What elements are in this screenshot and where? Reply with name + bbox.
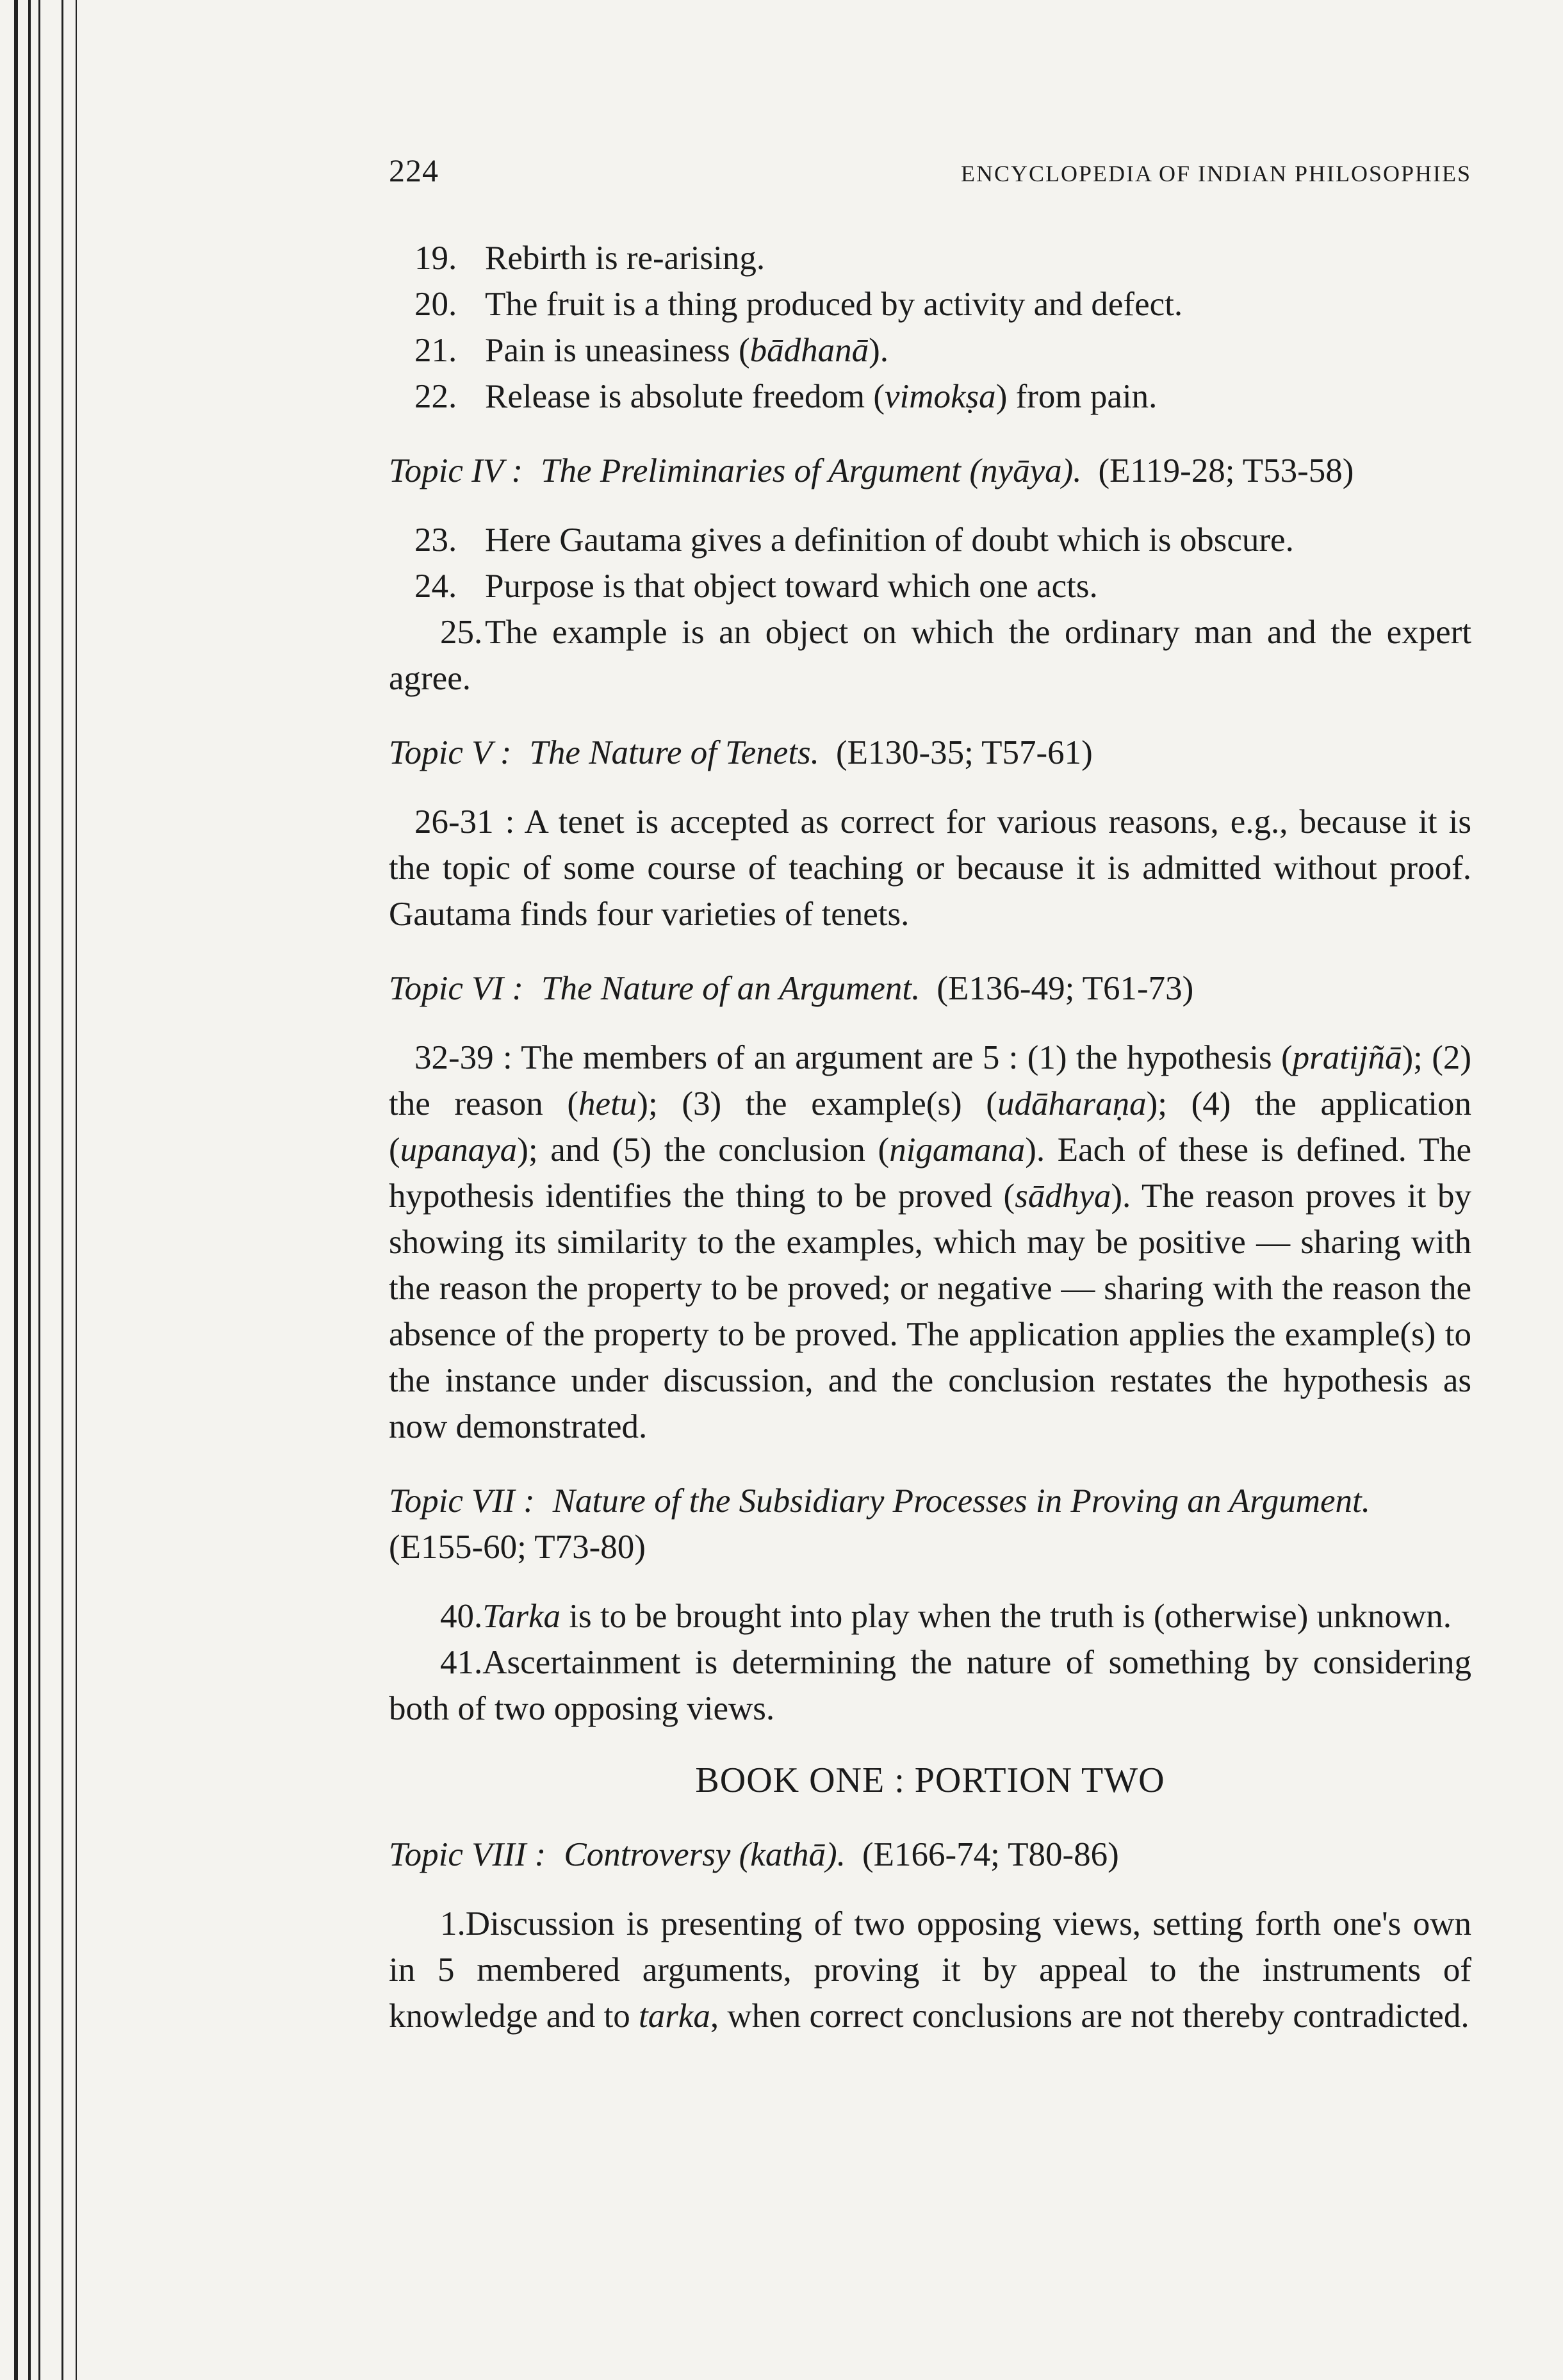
running-title: ENCYCLOPEDIA OF INDIAN PHILOSOPHIES	[960, 161, 1471, 186]
paragraph-41: 41.Ascertainment is determining the nature of something by considering both of two opposing views.	[389, 1644, 1471, 1727]
book-section-heading: BOOK ONE : PORTION TWO	[695, 1760, 1165, 1800]
paragraph-32-39: 32-39 : The members of an argument are 5 : (1) the hypothesis (pratijñā); (2) the reason (hetu); (3) the example(s) (udāharaṇa); (4) the application (upanaya); and (5) the conclusion (nigamana). Each of these is defined. The hypothesis identifies the thing to be proved (sādhya). The reason proves it by showing its similarity to the examples, which may be positive — sharing with the reason the property to be proved; or negative — sharing with the reason the absence of the property to be proved. The application applies the example(s) to the instance under discussion, and the conclusion restates the hypothesis as now demonstrated.	[389, 1039, 1471, 1445]
paragraph-1: 1.Discussion is presenting of two opposing views, setting forth one's own in 5 membered arguments, proving it by appeal to the instruments of knowledge and to tarka, when correct conclusions are not thereby contradicted.	[389, 1905, 1471, 2035]
topic-heading-iv: Topic IV : The Preliminaries of Argument (nyāya). (E119-28; T53-58)	[389, 452, 1354, 489]
paragraph-26-31: 26-31 : A tenet is accepted as correct for various reasons, e.g., because it is the topic of some course of teaching or because it is admitted without proof. Gautama finds four varieties of tenets.	[389, 803, 1471, 933]
list-item: 20. The fruit is a thing produced by activity and defect.	[414, 286, 1183, 323]
topic-heading-viii: Topic VIII : Controversy (kathā). (E166-74; T80-86)	[389, 1836, 1119, 1873]
topic-heading-vii: Topic VII : Nature of the Subsidiary Processes in Proving an Argument.(E155-60; T73-80)	[389, 1482, 1370, 1566]
list-item: 23. Here Gautama gives a definition of doubt which is obscure.	[414, 521, 1294, 559]
topic-heading-v: Topic V : The Nature of Tenets. (E130-35; T57-61)	[389, 734, 1093, 771]
topic-heading-vi: Topic VI : The Nature of an Argument. (E136-49; T61-73)	[389, 970, 1194, 1007]
paragraph-40: 40.Tarka is to be brought into play when the truth is (otherwise) unknown.	[440, 1598, 1452, 1635]
book-binding-edge	[0, 0, 83, 2380]
page-header	[389, 147, 1471, 197]
list-item: 21. Pain is uneasiness (bādhanā).	[414, 332, 889, 369]
list-item: 22. Release is absolute freedom (vimokṣa) from pain.	[414, 378, 1158, 415]
list-item: 25.The example is an object on which the ordinary man and the expert agree.	[389, 614, 1471, 697]
book-page	[389, 147, 1471, 2039]
list-item: 24. Purpose is that object toward which one acts.	[414, 568, 1098, 605]
page-number: 224	[389, 152, 439, 188]
list-item: 19. Rebirth is re-arising.	[414, 240, 765, 277]
